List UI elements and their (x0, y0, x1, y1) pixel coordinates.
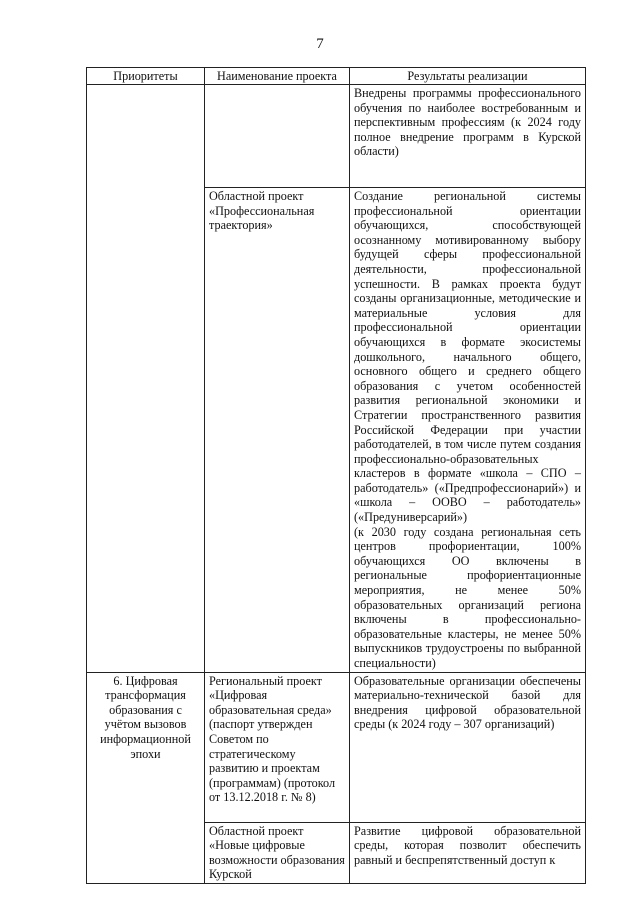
table-row (87, 85, 586, 188)
results-paragraph: Образовательные организации обеспечены материально-технической базой для внедрения цифровой образовательной среды (к 2024 году – 307 организаций) (354, 673, 581, 732)
results-paragraph: Создание региональной системы профессиональной ориентации обучающихся, способствующей осознанному мотивированному выбору будущей сферы профессиональной деятельности, профессиональной успешности. В рамках проекта будут созданы организационные, методические и материальные условия для профессиональной ориентации обучающихся в формате экосистемы дошкольного, начального общего, основного общего и среднего общего образования с учетом особенностей развития региональной экономики и Стратегии пространственного развития Российской Федерации при участии работодателей, в том числе путем создания профессионально-образовательных кластеров в формате «школа – СПО – работодатель» («Предпрофессионарий») и «школа – ООВО – работодатель» («Предуниверсарий») (354, 189, 581, 525)
header-results: Результаты реализации (350, 68, 586, 85)
project-cell (205, 85, 350, 188)
results-cell (350, 188, 586, 673)
project-cell: Региональный проект «Цифровая образовательная среда» (паспорт утвержден Советом по стратегическому развитию и проектам (программам) (протокол от 13.12.2018 г. № 8) (205, 672, 350, 822)
header-project-name: Наименование проекта (205, 68, 350, 85)
project-cell: Областной проект «Профессиональная траектория» (205, 188, 350, 673)
results-paragraph: Развитие цифровой образовательной среды, которая позволит обеспечить равный и беспрепятственный доступ к (354, 823, 581, 867)
header-priorities: Приоритеты (87, 68, 205, 85)
table-header-row (87, 68, 586, 85)
results-cell (350, 672, 586, 822)
table-row (87, 672, 586, 822)
results-cell (350, 822, 586, 883)
page-number: 7 (316, 36, 324, 52)
priorities-table (86, 67, 586, 884)
priority-cell-empty (87, 85, 205, 673)
project-cell: Областной проект «Новые цифровые возможности образования Курской (205, 822, 350, 883)
results-cell (350, 85, 586, 188)
priority-cell: 6. Цифровая трансформация образования с учётом вызовов информационной эпохи (87, 672, 205, 883)
results-paragraph: Внедрены программы профессионального обучения по наиболее востребованным и перспективным профессиям (к 2024 году полное внедрение программ в Курской области) (354, 86, 581, 159)
results-paragraph: (к 2030 году создана региональная сеть центров профориентации, 100% обучающихся ОО включены в региональные профориентационные мероприятия, не менее 50% образовательных организаций региона включены в профессионально-образовательные кластеры, не менее 50% выпускников трудоустроены по выбранной специальности) (354, 524, 581, 670)
